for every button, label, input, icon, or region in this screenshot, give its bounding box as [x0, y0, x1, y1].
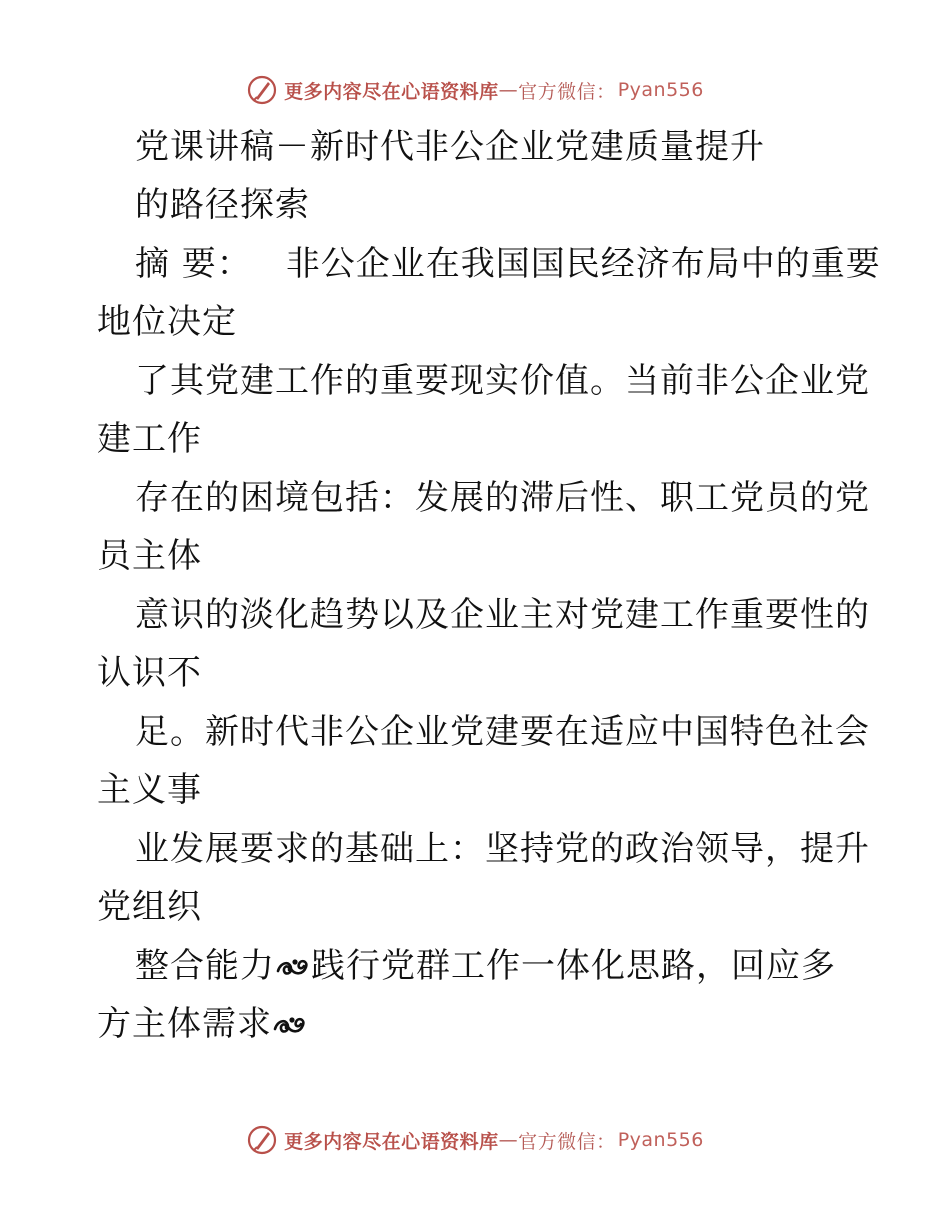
paragraph-line: 地位决定 — [97, 302, 237, 342]
quill-circle-icon — [246, 74, 278, 106]
paragraph-line: 认识不 — [97, 653, 202, 693]
paragraph-line: 存在的困境包括：发展的滞后性、职工党员的党 — [135, 478, 870, 518]
watermark-banner-bottom — [0, 1120, 950, 1160]
paragraph-line-with-ornament — [0, 946, 950, 986]
watermark-separator: — — [498, 1129, 519, 1151]
abstract-first-line — [0, 244, 950, 284]
document-title-line-2: 的路径探索 — [135, 185, 310, 225]
paragraph-line: 业发展要求的基础上：坚持党的政治领导，提升 — [135, 829, 870, 869]
paragraph-text: 整合能力 — [135, 946, 275, 986]
watermark-banner-top — [0, 70, 950, 110]
abstract-text: 非公企业在我国国民经济布局中的重要 — [285, 244, 881, 284]
watermark-brand: 更多内容尽在心语资料库 — [284, 1130, 499, 1153]
ornament-swirl-icon — [272, 1011, 308, 1039]
watermark-contact-id: Pyan556 — [617, 1129, 704, 1151]
watermark-contact-label: 官方微信： — [518, 1130, 616, 1153]
paragraph-line: 了其党建工作的重要现实价值。当前非公企业党 — [135, 361, 870, 401]
paragraph-line: 主义事 — [97, 770, 202, 810]
quill-circle-icon — [246, 1124, 278, 1156]
paragraph-line: 员主体 — [97, 536, 202, 576]
paragraph-line: 建工作 — [97, 419, 202, 459]
paragraph-line-with-ornament — [0, 1004, 950, 1044]
paragraph-line: 党组织 — [97, 887, 202, 927]
ornament-swirl-icon — [275, 953, 311, 981]
document-title-line-1: 党课讲稿－新时代非公企业党建质量提升 — [135, 127, 765, 167]
abstract-label: 摘 要： — [135, 244, 252, 284]
paragraph-text: 践行党群工作一体化思路，回应多 — [311, 946, 836, 986]
paragraph-line: 足。新时代非公企业党建要在适应中国特色社会 — [135, 712, 870, 752]
paragraph-text: 方主体需求 — [97, 1004, 272, 1044]
watermark-contact-id: Pyan556 — [617, 79, 704, 101]
paragraph-line: 意识的淡化趋势以及企业主对党建工作重要性的 — [135, 595, 870, 635]
watermark-separator: — — [498, 79, 519, 101]
watermark-contact-label: 官方微信： — [518, 80, 616, 103]
watermark-brand: 更多内容尽在心语资料库 — [284, 80, 499, 103]
